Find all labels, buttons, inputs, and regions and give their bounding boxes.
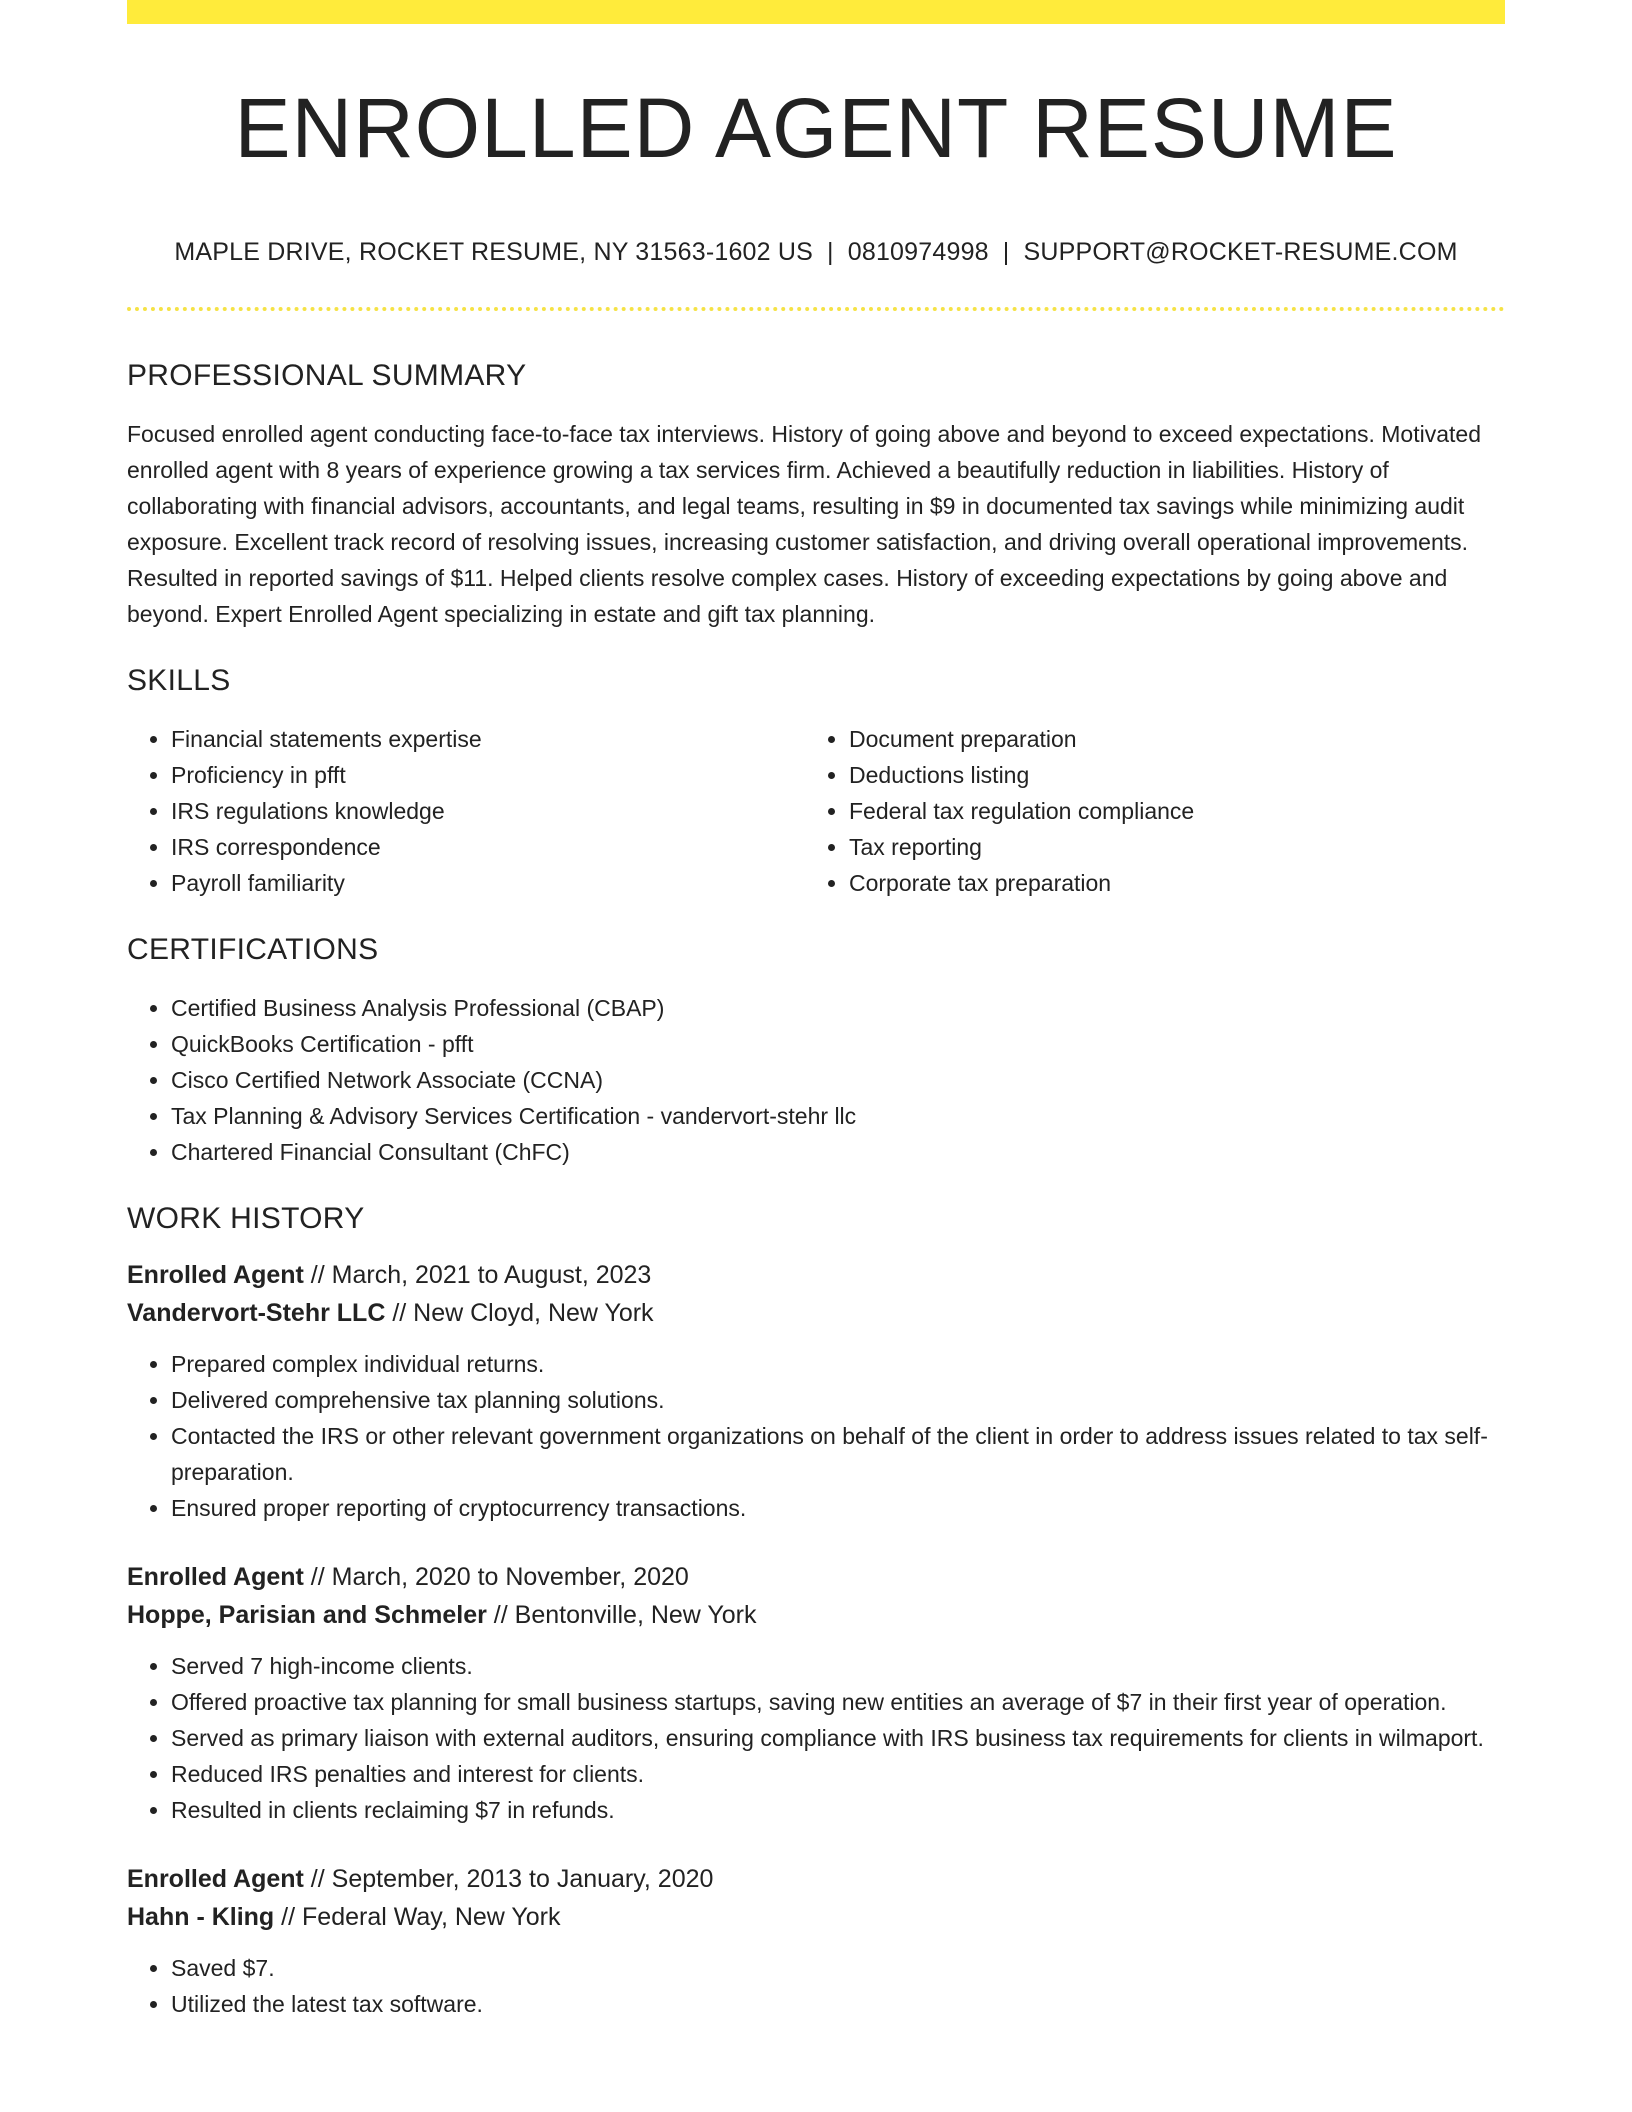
skill-item: • Corporate tax preparation	[849, 865, 1483, 901]
skill-item: • Financial statements expertise	[171, 721, 805, 757]
job-dates: March, 2021 to August, 2023	[331, 1261, 652, 1289]
skills-heading: SKILLS	[127, 664, 231, 697]
job-entry	[127, 1860, 1505, 2022]
job-title: Enrolled Agent	[127, 1563, 304, 1591]
skills-section	[127, 666, 1505, 901]
job-separator: //	[274, 1903, 303, 1931]
skill-item: • Payroll familiarity	[171, 865, 805, 901]
skill-item: • Document preparation	[849, 721, 1483, 757]
skill-item: • Deductions listing	[849, 757, 1483, 793]
contact-phone: 0810974998	[847, 238, 989, 266]
certification-item: • QuickBooks Certification - pfft	[171, 1026, 1505, 1062]
job-company-line	[127, 1294, 1505, 1332]
resume-page	[127, 0, 1505, 2022]
skill-item: • Tax reporting	[849, 829, 1483, 865]
job-title-line	[127, 1256, 1505, 1294]
job-title: Enrolled Agent	[127, 1261, 304, 1289]
job-bullet: • Contacted the IRS or other relevant government organizations on behalf of the client in order to address issues related to tax self-preparation.	[171, 1418, 1505, 1490]
skills-left-column	[127, 721, 805, 901]
job-bullet: • Served 7 high-income clients.	[171, 1648, 1505, 1684]
job-bullet: • Reduced IRS penalties and interest for clients.	[171, 1756, 1505, 1792]
contact-email: SUPPORT@ROCKET-RESUME.COM	[1023, 238, 1458, 266]
job-entry	[127, 1256, 1505, 1526]
certifications-list	[127, 990, 1505, 1170]
job-separator: //	[303, 1865, 332, 1893]
header-divider	[127, 307, 1505, 311]
job-dates: March, 2020 to November, 2020	[331, 1563, 689, 1591]
skills-right-column	[805, 721, 1483, 901]
job-location: Bentonville, New York	[514, 1601, 757, 1629]
job-title-line	[127, 1860, 1505, 1898]
job-bullets	[127, 1346, 1505, 1526]
job-bullet: • Ensured proper reporting of cryptocurrency transactions.	[171, 1490, 1505, 1526]
job-bullet: • Utilized the latest tax software.	[171, 1986, 1505, 2022]
contact-separator: |	[1002, 238, 1010, 266]
job-title-line	[127, 1558, 1505, 1596]
contact-line	[127, 238, 1505, 267]
job-location: New Cloyd, New York	[413, 1299, 654, 1327]
job-bullets	[127, 1950, 1505, 2022]
job-bullet: • Served as primary liaison with external auditors, ensuring compliance with IRS business tax requirements for clients in wilmaport.	[171, 1720, 1505, 1756]
skill-item: • Proficiency in pfft	[171, 757, 805, 793]
job-dates: September, 2013 to January, 2020	[331, 1865, 714, 1893]
summary-text: Focused enrolled agent conducting face-to-face tax interviews. History of going above and beyond to exceed expectations. Motivated enrolled agent with 8 years of experience growing a tax services firm. Achieved a beautifully reduction in liabilities. History of collaborating with financial advisors, accountants, and legal teams, resulting in $9 in documented tax savings while minimizing audit exposure. Excellent track record of resolving issues, increasing customer satisfaction, and driving overall operational improvements. Resulted in reported savings of $11. Helped clients resolve complex cases. History of exceeding expectations by going above and beyond. Expert Enrolled Agent specializing in estate and gift tax planning.	[127, 421, 1481, 627]
job-bullet: • Prepared complex individual returns.	[171, 1346, 1505, 1382]
work-history-heading: WORK HISTORY	[127, 1202, 365, 1235]
skills-columns	[127, 721, 1505, 901]
job-separator: //	[303, 1261, 332, 1289]
certification-item: • Chartered Financial Consultant (ChFC)	[171, 1134, 1505, 1170]
certification-item: • Certified Business Analysis Professional (CBAP)	[171, 990, 1505, 1026]
job-company-line	[127, 1898, 1505, 1936]
job-title: Enrolled Agent	[127, 1865, 304, 1893]
skill-item: • IRS correspondence	[171, 829, 805, 865]
resume-title: ENROLLED AGENT RESUME	[234, 81, 1398, 175]
job-bullet: • Saved $7.	[171, 1950, 1505, 1986]
job-company-line	[127, 1596, 1505, 1634]
job-company: Hahn - Kling	[127, 1903, 275, 1931]
skill-item: • Federal tax regulation compliance	[849, 793, 1483, 829]
skills-right-list	[805, 721, 1483, 901]
job-bullet: • Delivered comprehensive tax planning solutions.	[171, 1382, 1505, 1418]
skills-left-list	[127, 721, 805, 901]
job-bullet: • Resulted in clients reclaiming $7 in refunds.	[171, 1792, 1505, 1828]
certification-item: • Tax Planning & Advisory Services Certification - vandervort-stehr llc	[171, 1098, 1505, 1134]
job-separator: //	[486, 1601, 515, 1629]
job-separator: //	[385, 1299, 414, 1327]
work-history-section	[127, 1204, 1505, 2022]
job-company: Vandervort-Stehr LLC	[127, 1299, 386, 1327]
skill-item: • IRS regulations knowledge	[171, 793, 805, 829]
job-company: Hoppe, Parisian and Schmeler	[127, 1601, 487, 1629]
job-entry	[127, 1558, 1505, 1828]
certification-item: • Cisco Certified Network Associate (CCNA)	[171, 1062, 1505, 1098]
top-accent-bar	[127, 0, 1505, 24]
job-bullets	[127, 1648, 1505, 1828]
job-bullet: • Offered proactive tax planning for small business startups, saving new entities an average of $7 in their first year of operation.	[171, 1684, 1505, 1720]
certifications-heading: CERTIFICATIONS	[127, 933, 379, 966]
summary-heading: PROFESSIONAL SUMMARY	[127, 359, 527, 392]
contact-address: MAPLE DRIVE, ROCKET RESUME, NY 31563-1602 US	[174, 238, 814, 266]
contact-separator: |	[827, 238, 834, 266]
job-location: Federal Way, New York	[302, 1903, 561, 1931]
certifications-section	[127, 935, 1505, 1170]
summary-section	[127, 361, 1505, 632]
job-separator: //	[303, 1563, 332, 1591]
